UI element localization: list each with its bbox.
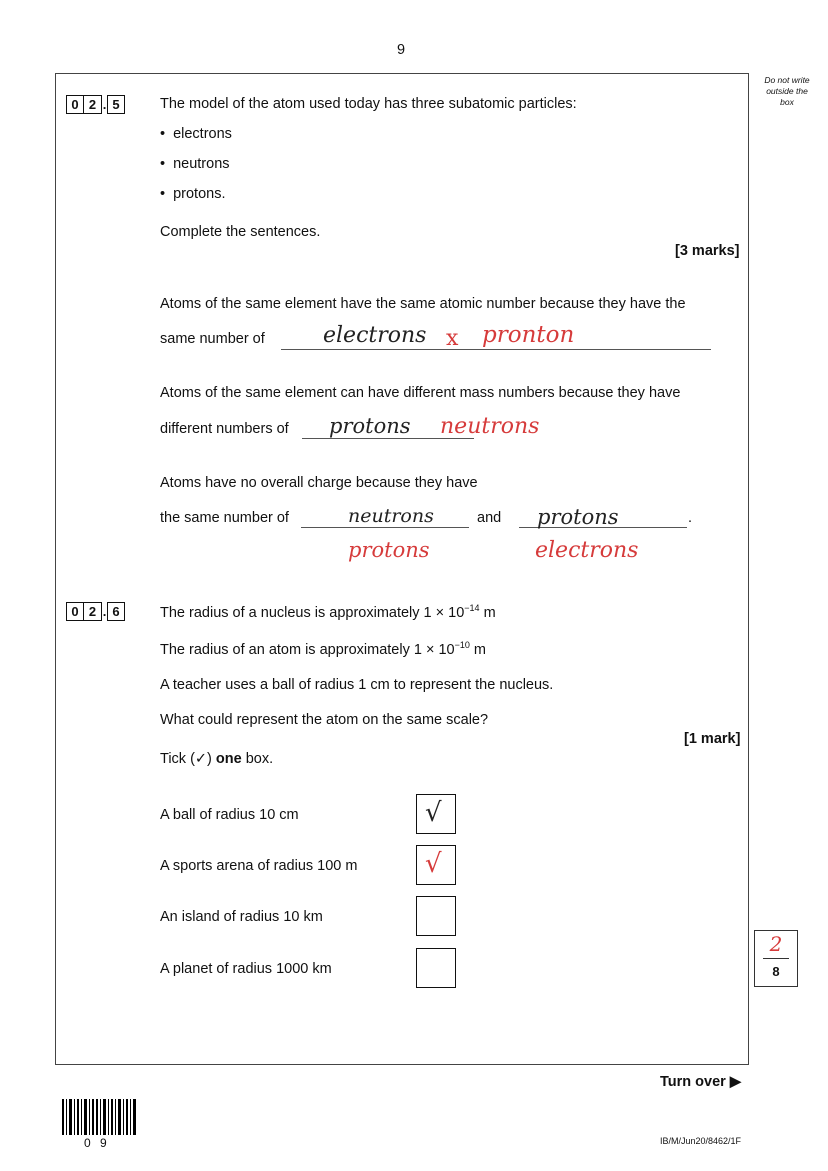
qnum-box: 0	[66, 95, 84, 114]
q026-tick-instruction	[160, 751, 273, 767]
q026-line2-exponent: −10	[454, 640, 470, 650]
q025-instruction: Complete the sentences.	[160, 224, 321, 240]
s1-line1: Atoms of the same element have the same atomic number because they have the	[160, 296, 686, 312]
s3-end: .	[688, 510, 693, 526]
margin-note-line: Do not write	[764, 75, 810, 85]
tick-instruction-bold: one	[215, 751, 242, 767]
qnum-box: 0	[66, 602, 84, 621]
option-label: A sports arena of radius 100 m	[160, 858, 358, 874]
qnum-dot: .	[102, 604, 107, 619]
q025-marks: [3 marks]	[675, 243, 740, 259]
qnum-box: 2	[84, 602, 102, 621]
s2-correction: neutrons	[440, 414, 540, 439]
tick-instruction-post: box.	[241, 751, 274, 767]
option-checkbox[interactable]	[416, 948, 456, 988]
s3-answer-1: neutrons	[348, 505, 434, 527]
tick-instruction-pre: Tick (✓)	[160, 751, 216, 767]
q026-line1-unit: m	[479, 604, 496, 621]
margin-note-line: box	[780, 97, 794, 107]
option-label: A planet of radius 1000 km	[160, 961, 332, 977]
qnum-box: 2	[84, 95, 102, 114]
q026-line3: A teacher uses a ball of radius 1 cm to represent the nucleus.	[160, 677, 554, 693]
option-checkbox[interactable]	[416, 896, 456, 936]
tick-mark: √	[425, 798, 442, 828]
q025-intro: The model of the atom used today has three subatomic particles:	[160, 96, 577, 112]
s1-prefix: same number of	[160, 331, 265, 347]
qnum-dot: .	[102, 97, 107, 112]
q026-line1-exponent: −14	[464, 603, 480, 613]
bullet-item	[160, 126, 232, 142]
option-label: An island of radius 10 km	[160, 909, 323, 925]
paper-code: IB/M/Jun20/8462/1F	[660, 1136, 742, 1146]
q026-line1-text: The radius of a nucleus is approximately 1 × 10	[160, 604, 465, 621]
question-number-025	[66, 95, 125, 114]
bullet-item	[160, 156, 230, 172]
q026-question: What could represent the atom on the same scale?	[160, 712, 489, 728]
tick-mark: √	[425, 849, 442, 879]
barcode-text: 0 9	[84, 1136, 110, 1150]
page-number: 9	[397, 42, 406, 58]
score-box	[754, 930, 798, 987]
score-total: 8	[772, 964, 780, 979]
s3-line1: Atoms have no overall charge because they have	[160, 475, 478, 491]
s2-answer: protons	[329, 414, 411, 438]
bullet-text: protons.	[173, 186, 226, 202]
bullet-text: electrons	[173, 126, 232, 142]
barcode	[62, 1099, 138, 1135]
margin-note-line: outside the	[766, 86, 808, 96]
q026-marks: [1 mark]	[684, 731, 741, 747]
s2-line1: Atoms of the same element can have different mass numbers because they have	[160, 385, 681, 401]
s2-prefix: different numbers of	[160, 421, 289, 437]
bullet-text: neutrons	[173, 156, 230, 172]
s1-answer-line	[281, 349, 711, 350]
q026-line1	[160, 603, 496, 621]
q026-line2-text: The radius of an atom is approximately 1 × 10	[160, 641, 455, 658]
qnum-box: 6	[107, 602, 125, 621]
bullet-item	[160, 186, 225, 202]
s1-correction: pronton	[482, 322, 575, 348]
option-checkbox[interactable]	[416, 845, 456, 885]
s1-answer: electrons	[323, 323, 427, 348]
s3-joiner: and	[477, 510, 502, 526]
q026-line2	[160, 640, 486, 658]
score-divider	[763, 958, 789, 959]
s3-answer-line-1	[301, 527, 469, 528]
s3-correction-2: electrons	[535, 538, 639, 563]
margin-note	[752, 75, 822, 108]
q026-line2-unit: m	[469, 641, 486, 658]
qnum-box: 5	[107, 95, 125, 114]
s3-correction-1: protons	[348, 538, 430, 562]
score-awarded: 2	[769, 932, 783, 956]
option-label: A ball of radius 10 cm	[160, 807, 299, 823]
option-checkbox[interactable]	[416, 794, 456, 834]
s1-cross-mark: x	[446, 326, 459, 351]
s3-prefix: the same number of	[160, 510, 289, 526]
s3-answer-2: protons	[537, 505, 619, 529]
turn-over: Turn over ▶	[660, 1074, 741, 1090]
question-number-026	[66, 602, 125, 621]
